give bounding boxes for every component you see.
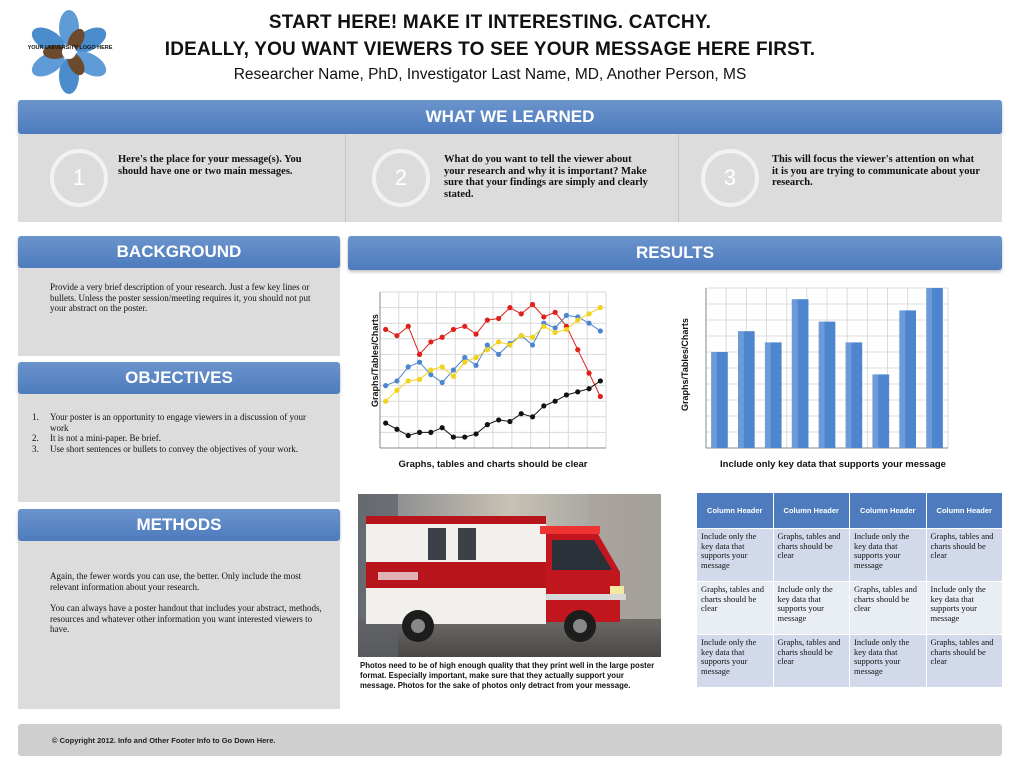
author-list: Researcher Name, PhD, Investigator Last Name, MD, Another Person, MS [233, 66, 747, 83]
series-3-point [541, 403, 546, 408]
ambulance-photo [358, 494, 661, 657]
series-2-point [586, 311, 591, 316]
table-row [697, 529, 1003, 582]
bar-highlight [872, 374, 878, 448]
series-2-point [564, 327, 569, 332]
methods-paragraph-2: You can always have a poster handout that includes your abstract, methods, resources and whatever other information you want interested viewers to have. [50, 603, 322, 634]
column-header: Column Header [773, 493, 850, 529]
series-3-point [394, 427, 399, 432]
methods-paragraph-1: Again, the fewer words you can use, the better. Only include the most relevant information about your research. [50, 571, 302, 592]
series-3-point [451, 434, 456, 439]
series-2-point [406, 378, 411, 383]
line-chart [376, 288, 610, 452]
series-3-point [440, 425, 445, 430]
results-heading: RESULTS [348, 236, 1002, 270]
bar-highlight [765, 342, 771, 448]
table-cell: Graphs, tables and charts should be clear [850, 582, 927, 635]
university-logo [22, 10, 117, 94]
series-0-point [575, 347, 580, 352]
table-cell: Graphs, tables and charts should be clear [926, 635, 1003, 688]
series-0-point [598, 394, 603, 399]
table-cell: Include only the key data that supports your message [926, 582, 1003, 635]
series-2-point [451, 374, 456, 379]
series-2-point [553, 330, 558, 335]
list-number: 1. [32, 412, 39, 422]
series-1-point [428, 372, 433, 377]
list-text: Use short sentences or bullets to convey the objectives of your work. [50, 443, 298, 454]
series-0-point [440, 335, 445, 340]
series-3-point [575, 389, 580, 394]
series-3-point [473, 431, 478, 436]
series-2-point [485, 347, 490, 352]
series-3-point [496, 417, 501, 422]
series-1-point [586, 321, 591, 326]
series-2-point [507, 342, 512, 347]
bar-highlight [819, 322, 825, 448]
series-0-point [451, 327, 456, 332]
series-2-point [598, 305, 603, 310]
line-chart-ylabel: Graphs/Tables/Charts [370, 314, 380, 407]
series-2-point [394, 388, 399, 393]
series-1-point [440, 380, 445, 385]
footer-text: © Copyright 2012. Info and Other Footer Info to Go Down Here. [52, 736, 276, 745]
series-1-point [451, 367, 456, 372]
series-2-point [519, 333, 524, 338]
results-table [696, 492, 1003, 688]
table-cell: Include only the key data that supports your message [850, 635, 927, 688]
series-2-point [428, 367, 433, 372]
bar-highlight [738, 331, 744, 448]
list-text: It is not a mini-paper. Be brief. [50, 433, 161, 443]
list-item [32, 412, 322, 433]
series-0-point [586, 371, 591, 376]
series-1-point [462, 355, 467, 360]
finding-text-1: Here's the place for your message(s). You should have one or two main messages. [118, 154, 302, 177]
series-0-point [383, 327, 388, 332]
series-0-point [462, 324, 467, 329]
table-row [697, 582, 1003, 635]
series-1-point [530, 342, 535, 347]
series-2-point [541, 324, 546, 329]
series-1-point [383, 383, 388, 388]
bar-highlight [899, 310, 905, 448]
series-1-point [473, 363, 478, 368]
photo-caption: Photos need to be of high enough quality that they print well in the large poster format. Especially important, make sure that they actually support your message. Photos for the sake of photos only detract from your message. [360, 661, 655, 690]
series-2-point [440, 364, 445, 369]
series-1-point [485, 342, 490, 347]
what-we-learned-heading: WHAT WE LEARNED [18, 100, 1002, 134]
bar-highlight [926, 288, 932, 448]
finding-number-3: 3 [701, 149, 759, 207]
series-2-point [530, 335, 535, 340]
series-0-point [530, 302, 535, 307]
series-0-point [394, 333, 399, 338]
series-3-point [586, 386, 591, 391]
series-0-point [485, 317, 490, 322]
series-1-point [564, 313, 569, 318]
series-3-point [406, 433, 411, 438]
table-cell: Include only the key data that supports your message [697, 529, 774, 582]
series-2-point [473, 355, 478, 360]
series-2-point [383, 399, 388, 404]
finding-text-3: This will focus the viewer's attention on what it is you are trying to communicate about your research. [772, 154, 980, 188]
series-1-point [553, 325, 558, 330]
finding-text-2: What do you want to tell the viewer about your research and why it is important? Make sure that your findings are simply and clearly stated. [444, 154, 648, 200]
series-0-point [496, 316, 501, 321]
series-1-point [406, 364, 411, 369]
table-cell: Graphs, tables and charts should be clear [773, 635, 850, 688]
table-cell: Graphs, tables and charts should be clear [926, 529, 1003, 582]
bar-chart [704, 286, 950, 450]
list-number: 3. [32, 443, 39, 454]
list-item [32, 433, 322, 444]
series-3-point [553, 399, 558, 404]
series-1-point [417, 360, 422, 365]
series-0-point [553, 310, 558, 315]
background-heading: BACKGROUND [18, 236, 340, 268]
series-0-point [519, 311, 524, 316]
series-3-point [417, 430, 422, 435]
series-2-point [496, 339, 501, 344]
column-header: Column Header [697, 493, 774, 529]
series-0-point [428, 339, 433, 344]
series-2-point [575, 317, 580, 322]
series-1-point [496, 352, 501, 357]
series-3-point [428, 430, 433, 435]
series-0-point [507, 305, 512, 310]
series-1-point [598, 328, 603, 333]
list-number: 2. [32, 433, 39, 443]
column-header: Column Header [926, 493, 1003, 529]
finding-number-2: 2 [372, 149, 430, 207]
series-3-point [462, 434, 467, 439]
panel-divider [345, 134, 346, 222]
series-0-point [473, 332, 478, 337]
methods-heading: METHODS [18, 509, 340, 541]
bar-chart-caption: Include only key data that supports your message [720, 459, 946, 470]
bar-highlight [846, 342, 852, 448]
table-cell: Include only the key data that supports your message [773, 582, 850, 635]
bar-highlight [711, 352, 717, 448]
ambulance-illustration [358, 494, 661, 657]
table-row [697, 635, 1003, 688]
panel-divider [678, 134, 679, 222]
bar-highlight [792, 299, 798, 448]
series-3-point [564, 392, 569, 397]
background-text: Provide a very brief description of your research. Just a few key lines or bullets. Unless the poster session/meeting requires it, you should not put your abstract on the poster. [50, 282, 311, 313]
series-3-point [485, 422, 490, 427]
logo-text: YOUR UNIVERSITY LOGO HERE [27, 45, 113, 51]
finding-number-1: 1 [50, 149, 108, 207]
series-1-point [394, 378, 399, 383]
series-2-point [462, 360, 467, 365]
poster-title-line2: IDEALLY, YOU WANT VIEWERS TO SEE YOUR MESSAGE HERE FIRST. [164, 39, 816, 60]
series-0-point [406, 324, 411, 329]
list-text: Your poster is an opportunity to engage viewers in a discussion of your work [50, 412, 307, 433]
series-3-point [598, 378, 603, 383]
series-3-point [507, 419, 512, 424]
list-item [32, 444, 322, 455]
bar-chart-ylabel: Graphs/Tables/Charts [680, 318, 690, 411]
poster-footer [18, 724, 1002, 756]
line-chart-caption: Graphs, tables and charts should be clear [398, 459, 588, 470]
what-we-learned-panel [18, 134, 1002, 222]
table-cell: Graphs, tables and charts should be clear [773, 529, 850, 582]
series-2-point [417, 377, 422, 382]
series-3-point [383, 420, 388, 425]
series-0-point [417, 352, 422, 357]
table-header-row [697, 493, 1003, 529]
series-3-point [519, 411, 524, 416]
column-header: Column Header [850, 493, 927, 529]
poster-title-line1: START HERE! MAKE IT INTERESTING. CATCHY. [268, 12, 712, 33]
table-cell: Include only the key data that supports your message [697, 635, 774, 688]
series-0-point [541, 314, 546, 319]
logo-flower-icon [22, 10, 117, 94]
objectives-heading: OBJECTIVES [18, 362, 340, 394]
table-cell: Graphs, tables and charts should be clear [697, 582, 774, 635]
objectives-list [32, 412, 322, 454]
table-cell: Include only the key data that supports your message [850, 529, 927, 582]
series-3-point [530, 414, 535, 419]
